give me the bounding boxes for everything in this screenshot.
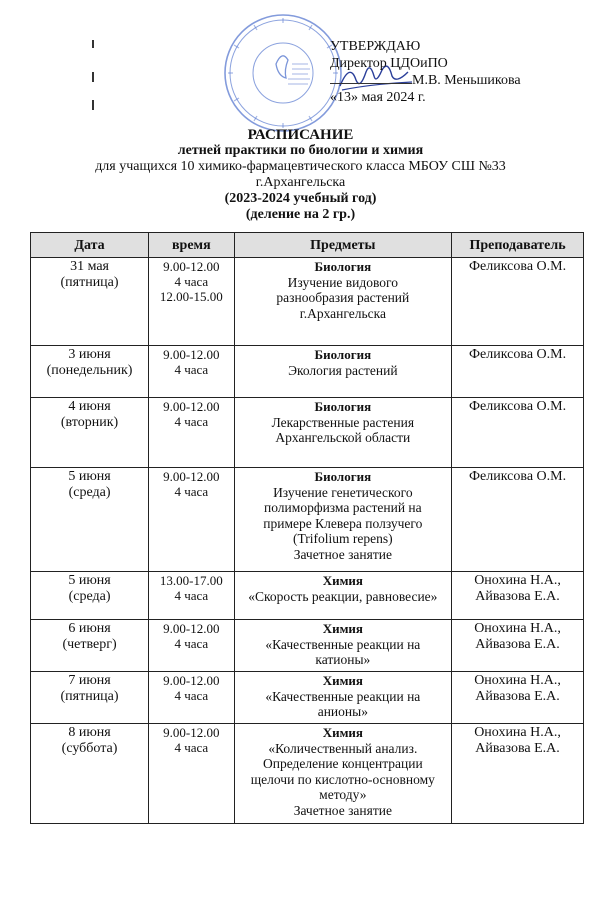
subject-topic-line: «Количественный анализ. [268, 740, 418, 756]
time-line: 4 часа [174, 362, 209, 377]
header-time: время [149, 233, 235, 258]
margin-mark [92, 100, 94, 110]
cell-subject [234, 572, 451, 620]
subject-topic-line: разнообразия растений [276, 290, 410, 305]
cell-teacher [452, 346, 584, 398]
margin-mark [92, 40, 94, 48]
cell-date [31, 672, 149, 724]
cell-time [149, 398, 235, 468]
time-line: 9.00-12.00 [163, 347, 220, 362]
subject-topic-line: «Качественные реакции на [265, 636, 421, 652]
table-row [31, 672, 584, 724]
approval-date: «13» мая 2024 г. [330, 90, 426, 105]
teacher-name: Айвазова Е.А. [475, 689, 560, 704]
date-text: 31 мая [70, 259, 109, 274]
cell-date [31, 346, 149, 398]
subject-topic-line: Зачетное занятие [293, 802, 392, 818]
cell-date [31, 572, 149, 620]
time-line: 4 часа [174, 484, 209, 499]
cell-time [149, 672, 235, 724]
date-text: 7 июня [68, 673, 111, 688]
margin-mark [92, 72, 94, 82]
cell-time [149, 346, 235, 398]
cell-subject [234, 468, 451, 572]
subject-topic-line: щелочи по кислотно-основному [250, 771, 435, 787]
subject-topic-line: Лекарственные растения [271, 414, 415, 430]
subject-topic-line: анионы» [317, 704, 368, 719]
date-text: 6 июня [68, 621, 111, 636]
cell-date [31, 620, 149, 672]
date-text: 5 июня [68, 469, 111, 484]
time-line: 13.00-17.00 [159, 573, 223, 588]
subject-title: Химия [322, 573, 363, 588]
cell-teacher [452, 724, 584, 824]
table-row [31, 468, 584, 572]
table-row [31, 724, 584, 824]
cell-time [149, 258, 235, 346]
date-text: 4 июня [68, 399, 111, 414]
weekday-text: (пятница) [60, 689, 119, 704]
cell-subject [234, 672, 451, 724]
time-line: 4 часа [174, 740, 209, 755]
weekday-text: (среда) [68, 485, 111, 500]
subject-topic-line: (Trifolium repens) [293, 531, 393, 546]
approval-block [330, 38, 521, 106]
table-header-row [31, 233, 584, 258]
subject-topic-line: примере Клевера ползучего [263, 515, 423, 531]
document-title: РАСПИСАНИЕ [247, 127, 354, 143]
subject-topic-line: Архангельской области [275, 430, 411, 445]
subject-topic-line: Изучение генетического [273, 484, 413, 500]
subject-title: Химия [322, 673, 363, 688]
document-groups: (деление на 2 гр.) [245, 207, 356, 222]
teacher-name: Феликсова О.М. [468, 259, 567, 274]
cell-subject [234, 620, 451, 672]
cell-teacher [452, 398, 584, 468]
document-title-block [0, 127, 601, 223]
table-body [31, 258, 584, 824]
table-row [31, 398, 584, 468]
time-line: 9.00-12.00 [163, 469, 220, 484]
subject-title: Химия [322, 621, 363, 636]
date-text: 3 июня [68, 347, 111, 362]
weekday-text: (суббота) [61, 741, 118, 756]
schedule-table [30, 232, 584, 824]
subject-title: Химия [322, 725, 363, 740]
cell-subject [234, 398, 451, 468]
subject-title: Биология [314, 399, 372, 414]
cell-time [149, 620, 235, 672]
weekday-text: (среда) [68, 589, 111, 604]
header-date: Дата [31, 233, 149, 258]
time-line: 4 часа [174, 274, 209, 289]
subject-topic-line: «Качественные реакции на [265, 688, 421, 704]
header-teacher: Преподаватель [452, 233, 584, 258]
teacher-name: Онохина Н.А., [474, 725, 561, 740]
teacher-name: Онохина Н.А., [474, 621, 561, 636]
subject-title: Биология [314, 469, 372, 484]
cell-date [31, 398, 149, 468]
cell-time [149, 572, 235, 620]
cell-time [149, 468, 235, 572]
teacher-name: Феликсова О.М. [468, 469, 567, 484]
weekday-text: (понедельник) [46, 363, 133, 378]
teacher-name: Айвазова Е.А. [475, 589, 560, 604]
cell-subject [234, 346, 451, 398]
subject-topic-line: катионы» [315, 652, 371, 667]
subject-title: Биология [314, 347, 372, 362]
subject-topic-line: Определение концентрации [262, 756, 423, 771]
time-line: 12.00-15.00 [159, 289, 223, 304]
cell-date [31, 724, 149, 824]
subject-topic-line: полиморфизма растений на [264, 500, 422, 515]
weekday-text: (четверг) [62, 637, 117, 652]
cell-date [31, 258, 149, 346]
stamp-seal [222, 12, 344, 134]
subject-topic-line: Изучение видового [287, 274, 398, 290]
teacher-name: Айвазова Е.А. [475, 741, 560, 756]
weekday-text: (пятница) [60, 275, 119, 290]
time-line: 4 часа [174, 636, 209, 651]
document-subtitle: летней практики по биологии и химия [177, 143, 424, 158]
time-line: 9.00-12.00 [163, 399, 220, 414]
table-row [31, 620, 584, 672]
table-row [31, 346, 584, 398]
cell-teacher [452, 258, 584, 346]
teacher-name: Феликсова О.М. [468, 399, 567, 414]
time-line: 9.00-12.00 [163, 725, 220, 740]
time-line: 9.00-12.00 [163, 259, 220, 274]
document-audience: для учащихся 10 химико-фармацевтического класса МБОУ СШ №33 [95, 159, 506, 174]
cell-time [149, 724, 235, 824]
time-line: 4 часа [174, 414, 209, 429]
subject-topic-line: г.Архангельска [299, 305, 386, 321]
subject-topic-line: методу» [319, 787, 367, 802]
date-text: 5 июня [68, 573, 111, 588]
cell-teacher [452, 572, 584, 620]
table-row [31, 572, 584, 620]
cell-teacher [452, 620, 584, 672]
teacher-name: Онохина Н.А., [474, 673, 561, 688]
time-line: 9.00-12.00 [163, 621, 220, 636]
cell-date [31, 468, 149, 572]
approval-position: Директор ЦДОиПО [330, 56, 448, 71]
teacher-name: Онохина Н.А., [474, 573, 561, 588]
table-row [31, 258, 584, 346]
cell-teacher [452, 468, 584, 572]
document-year: (2023-2024 учебный год) [224, 191, 377, 206]
time-line: 4 часа [174, 688, 209, 703]
approval-signature-line [330, 72, 521, 89]
subject-topic-line: Зачетное занятие [293, 546, 392, 562]
cell-subject [234, 724, 451, 824]
approval-heading: УТВЕРЖДАЮ [330, 39, 421, 54]
subject-topic-line: Экология растений [288, 362, 398, 378]
cell-subject [234, 258, 451, 346]
weekday-text: (вторник) [60, 415, 119, 430]
subject-title: Биология [314, 259, 372, 274]
date-text: 8 июня [68, 725, 111, 740]
time-line: 9.00-12.00 [163, 673, 220, 688]
cell-teacher [452, 672, 584, 724]
time-line: 4 часа [174, 588, 209, 603]
header-subject: Предметы [234, 233, 451, 258]
subject-topic-line: «Скорость реакции, равновесие» [248, 588, 438, 604]
document-city: г.Архангельска [255, 175, 346, 190]
teacher-name: Феликсова О.М. [468, 347, 567, 362]
teacher-name: Айвазова Е.А. [475, 637, 560, 652]
approval-name: М.В. Меньшикова [412, 73, 521, 88]
